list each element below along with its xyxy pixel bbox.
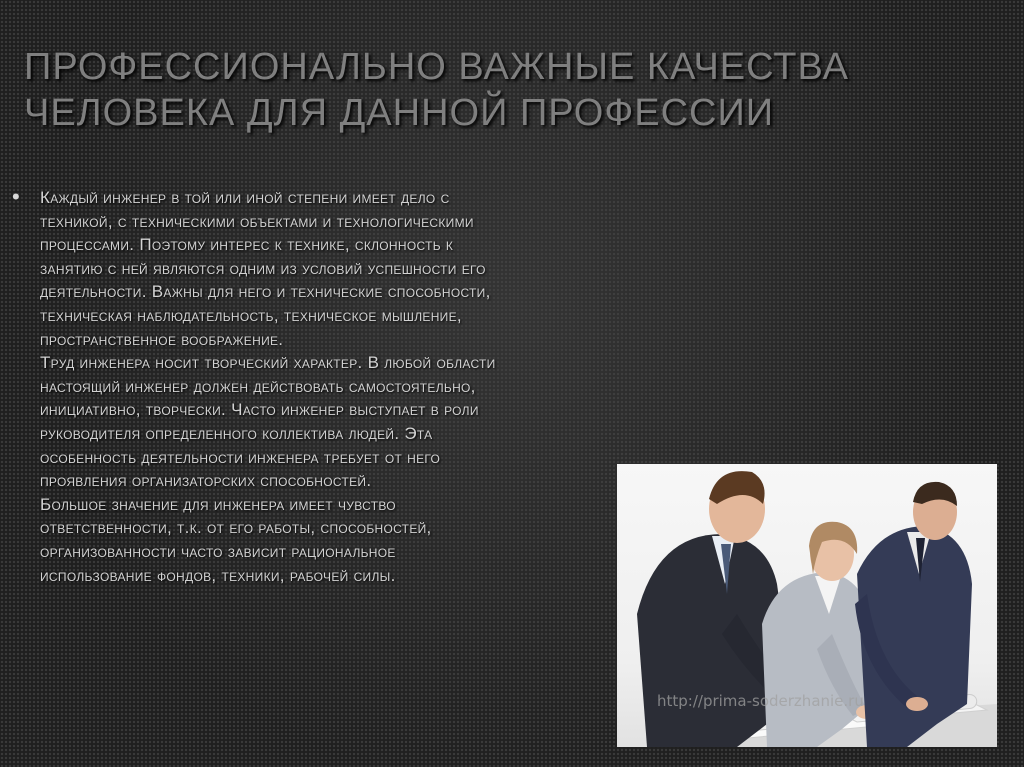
body-line: настоящий инженер должен действовать самостоятельно, xyxy=(40,376,476,396)
body-line: деятельности. Важны для него и технические способности, xyxy=(40,282,491,302)
body-line: Труд инженера носит творческий характер. В любой области xyxy=(40,353,496,373)
body-line: использование фондов, техники, рабочей силы. xyxy=(40,565,396,585)
body-line: техническая наблюдательность, техническое мышление, xyxy=(40,305,462,325)
slide-title xyxy=(24,44,924,136)
bullet-icon: • xyxy=(12,184,20,209)
body-line: пространственное воображение. xyxy=(40,329,284,349)
body-line: инициативно, творчески. Часто инженер выступает в роли xyxy=(40,400,479,420)
title-line-1: ПРОФЕССИОНАЛЬНО ВАЖНЫЕ КАЧЕСТВА xyxy=(24,46,849,88)
body-line: руководителя определенного коллектива людей. Эта xyxy=(40,423,433,443)
body-line: процессами. Поэтому интерес к технике, склонность к xyxy=(40,235,454,255)
engineers-photo xyxy=(617,464,997,747)
body-line: особенность деятельности инженера требует от него xyxy=(40,447,441,467)
body-line: проявления организаторских способностей. xyxy=(40,471,372,491)
body-line: техникой, с техническими объектами и технологическими xyxy=(40,211,474,231)
title-line-2: ЧЕЛОВЕКА ДЛЯ ДАННОЙ ПРОФЕССИИ xyxy=(24,92,775,134)
body-line: занятию с ней являются одним из условий успешности его xyxy=(40,258,486,278)
body-line: Большое значение для инженера имеет чувство xyxy=(40,494,396,514)
photo-watermark: http://prima-soderzhanie.ru xyxy=(657,692,864,710)
bullet-text xyxy=(40,186,700,587)
body-line: Каждый инженер в той или иной степени имеет дело с xyxy=(40,188,450,207)
body-line: ответственности, т.к. от его работы, способностей, xyxy=(40,518,432,538)
body-line: организованности часто зависит рациональное xyxy=(40,541,396,561)
